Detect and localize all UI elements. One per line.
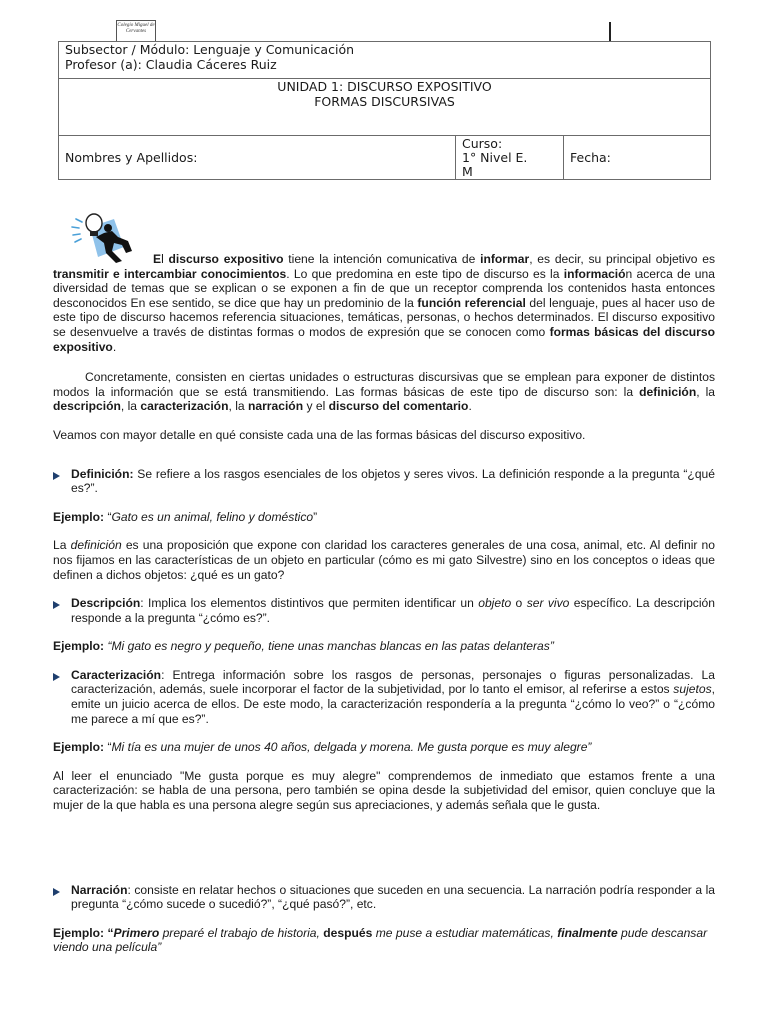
fecha-label: Fecha: [570, 150, 611, 165]
text-bold: informació [563, 266, 626, 281]
text-span: . [468, 399, 472, 414]
example-label: Ejemplo: [53, 740, 105, 755]
text-span: . [112, 339, 117, 354]
text-italic: me puse a estudiar matemáticas, [372, 925, 558, 940]
subsector-text: Subsector / Módulo: Lenguaje y Comunicación [65, 42, 355, 57]
example-text: “Mi gato es negro y pequeño, tiene unas manchas blancas en las patas delanteras” [104, 639, 554, 654]
descripcion-item [53, 596, 715, 625]
profesor-text: Profesor (a): Claudia Cáceres Ruiz [65, 57, 277, 72]
text-italic: sujetos [673, 682, 712, 697]
text-bold: caracterización [140, 399, 229, 414]
text-bold: formas básicas del discurso expositivo [53, 324, 715, 354]
school-logo [116, 20, 156, 42]
curso-label: Curso: [462, 136, 503, 151]
corner-mark [609, 22, 611, 42]
text-span: La [53, 538, 71, 553]
text-span: : Entrega información sobre los rasgos de personas, personajes o figuras personalizadas. La caracterización, además, suele incorporar el factor de la subjetividad, por lo tanto el emisor, al referirse a estos [71, 667, 715, 697]
text-bold: discurso del comentario [328, 399, 469, 414]
definicion-example [53, 510, 715, 525]
intro-paragraph-3: Veamos con mayor detalle en qué consiste cada una de las formas básicas del discurso expositivo. [53, 427, 586, 442]
caracterizacion-paragraph: Al leer el enunciado "Me gusta porque es muy alegre" comprendemos de inmediato que estamos frente a una caracterización: se habla de una persona, pero también se opina desde la subjetividad del emisor, quien concluye que la mujer de la que habla es una persona alegre según sus apreciaciones, y además señala que le gusta. [53, 768, 715, 813]
triangle-bullet-icon [53, 472, 60, 480]
text-italic: definición [70, 538, 122, 553]
text-span: : Implica los elementos distintivos que permiten identificar un [140, 596, 479, 611]
text-bold: transmitir e intercambiar conocimientos [53, 266, 287, 281]
example-text: Mi tía es una mujer de unos 40 años, delgada y morena. Me gusta porque es muy alegre” [111, 740, 592, 755]
text-span: ” [313, 509, 318, 524]
names-field[interactable] [59, 136, 456, 180]
definicion-paragraph [53, 538, 715, 582]
text-bold: definición [639, 384, 697, 399]
text-italic: ser vivo [526, 596, 570, 611]
narracion-item [53, 883, 715, 912]
text-bold: informar [480, 252, 530, 266]
text-bold: después [323, 925, 373, 940]
intro-paragraph-2 [53, 370, 715, 414]
text-italic: preparé el trabajo de historia, [159, 925, 324, 940]
text-span: l [161, 252, 169, 266]
descripcion-term: Descripción [71, 596, 141, 611]
triangle-bullet-icon [53, 601, 60, 609]
definicion-term: Definición: [71, 466, 134, 481]
text-bold: discurso expositivo [168, 252, 284, 266]
unit-title: UNIDAD 1: DISCURSO EXPOSITIVO [277, 79, 492, 94]
narracion-term: Narración [71, 882, 128, 897]
triangle-bullet-icon [53, 888, 60, 896]
intro-paragraph-1 [53, 252, 715, 354]
text-span: “ [104, 509, 112, 524]
curso-value-line2: M [462, 164, 473, 179]
example-text: Gato es un animal, felino y doméstico [111, 509, 314, 524]
curso-field[interactable] [456, 136, 564, 180]
text-span: es una proposición que expone con claridad los caracteres generales de una cosa, animal, etc. Al definir no nos fijamos en las características de un objeto en particular (cómo es mi gato Silvestre) sino en los conceptos o ideas que definen a dichos objetos: ¿qué es un gato? [53, 538, 716, 582]
text-italic: objeto [478, 596, 512, 611]
narracion-example [53, 926, 715, 955]
text-span: n acerca de una diversidad de temas que se explican o se exponen a fin de que un receptor comprenda los contenidos hasta entonces desconocidos En ese sentido, se dice que hay un predominio de la [53, 266, 715, 310]
text-span: Concretamente, consisten en ciertas unidades o estructuras discursivas que se emplean para exponer de distintos modos la información que se está transmitiendo. Las formas básicas de este tipo de discurso son: la [53, 370, 715, 399]
example-label: Ejemplo: [53, 925, 105, 940]
text-bold: función referencial [417, 295, 526, 310]
caracterizacion-term: Caracterización [71, 667, 162, 682]
text-span: o [511, 596, 527, 611]
text-span: , la [120, 399, 141, 414]
triangle-bullet-icon [53, 673, 60, 681]
narracion-text: : consiste en relatar hechos o situaciones que suceden en una secuencia. La narración podría responder a la pregunta “¿cómo sucede o sucedió?”, “¿qué pasó?”, etc. [71, 882, 715, 912]
text-span: . Lo que predomina en este tipo de discurso es la [286, 266, 564, 281]
descripcion-example [53, 639, 715, 654]
text-span: y el [303, 399, 329, 414]
text-span: “ [104, 740, 112, 755]
definicion-text: Se refiere a los rasgos esenciales de los objetos y seres vivos. La definición responde a la pregunta “¿qué es?”. [71, 466, 715, 496]
text-bold: “ [104, 925, 114, 940]
text-bold: descripción [53, 399, 121, 414]
text-span: tiene la intención comunicativa de [283, 252, 481, 266]
text-bold-italic: Primero [113, 925, 160, 940]
text-bold: narración [247, 399, 304, 414]
text-span: , es decir, su principal objetivo es [529, 252, 716, 266]
example-label: Ejemplo: [53, 509, 105, 524]
text-span: , emite un juicio acerca de ellos. De este modo, la caracterización respondería a la pregunta “¿cómo lo veo?” o “¿cómo me parece a mí que es?”. [71, 682, 715, 726]
example-label: Ejemplo: [53, 639, 105, 654]
worksheet-header-table [58, 41, 711, 180]
unit-title-cell [59, 79, 711, 136]
curso-value-line1: 1° Nivel E. [462, 150, 528, 165]
unit-subtitle: FORMAS DISCURSIVAS [314, 94, 455, 109]
subject-cell [59, 42, 711, 79]
caracterizacion-item [53, 668, 715, 726]
definicion-item [53, 467, 715, 496]
text-span: , la [228, 399, 248, 414]
text-italic: pude descansar viendo una película” [53, 925, 708, 955]
caracterizacion-example [53, 740, 715, 755]
names-label: Nombres y Apellidos: [65, 150, 198, 165]
school-logo-text: Colegio Miguel de Cervantes [117, 23, 155, 34]
drop-letter: E [153, 252, 162, 266]
fecha-field[interactable] [564, 136, 711, 180]
text-span: específico. La descripción responde a la pregunta “¿cómo es?”. [71, 596, 715, 625]
text-span: , la [696, 384, 715, 399]
text-span: del lenguaje, pues al hacer uso de este tipo de discurso hacemos referencia situaciones, temáticas, personas, o hechos determinados. El discurso expositivo se desenvuelve a través de distintas formas o modos de expresión que se conocen como [53, 295, 716, 339]
document-body [53, 252, 715, 955]
text-bold-italic: finalmente [557, 925, 618, 940]
